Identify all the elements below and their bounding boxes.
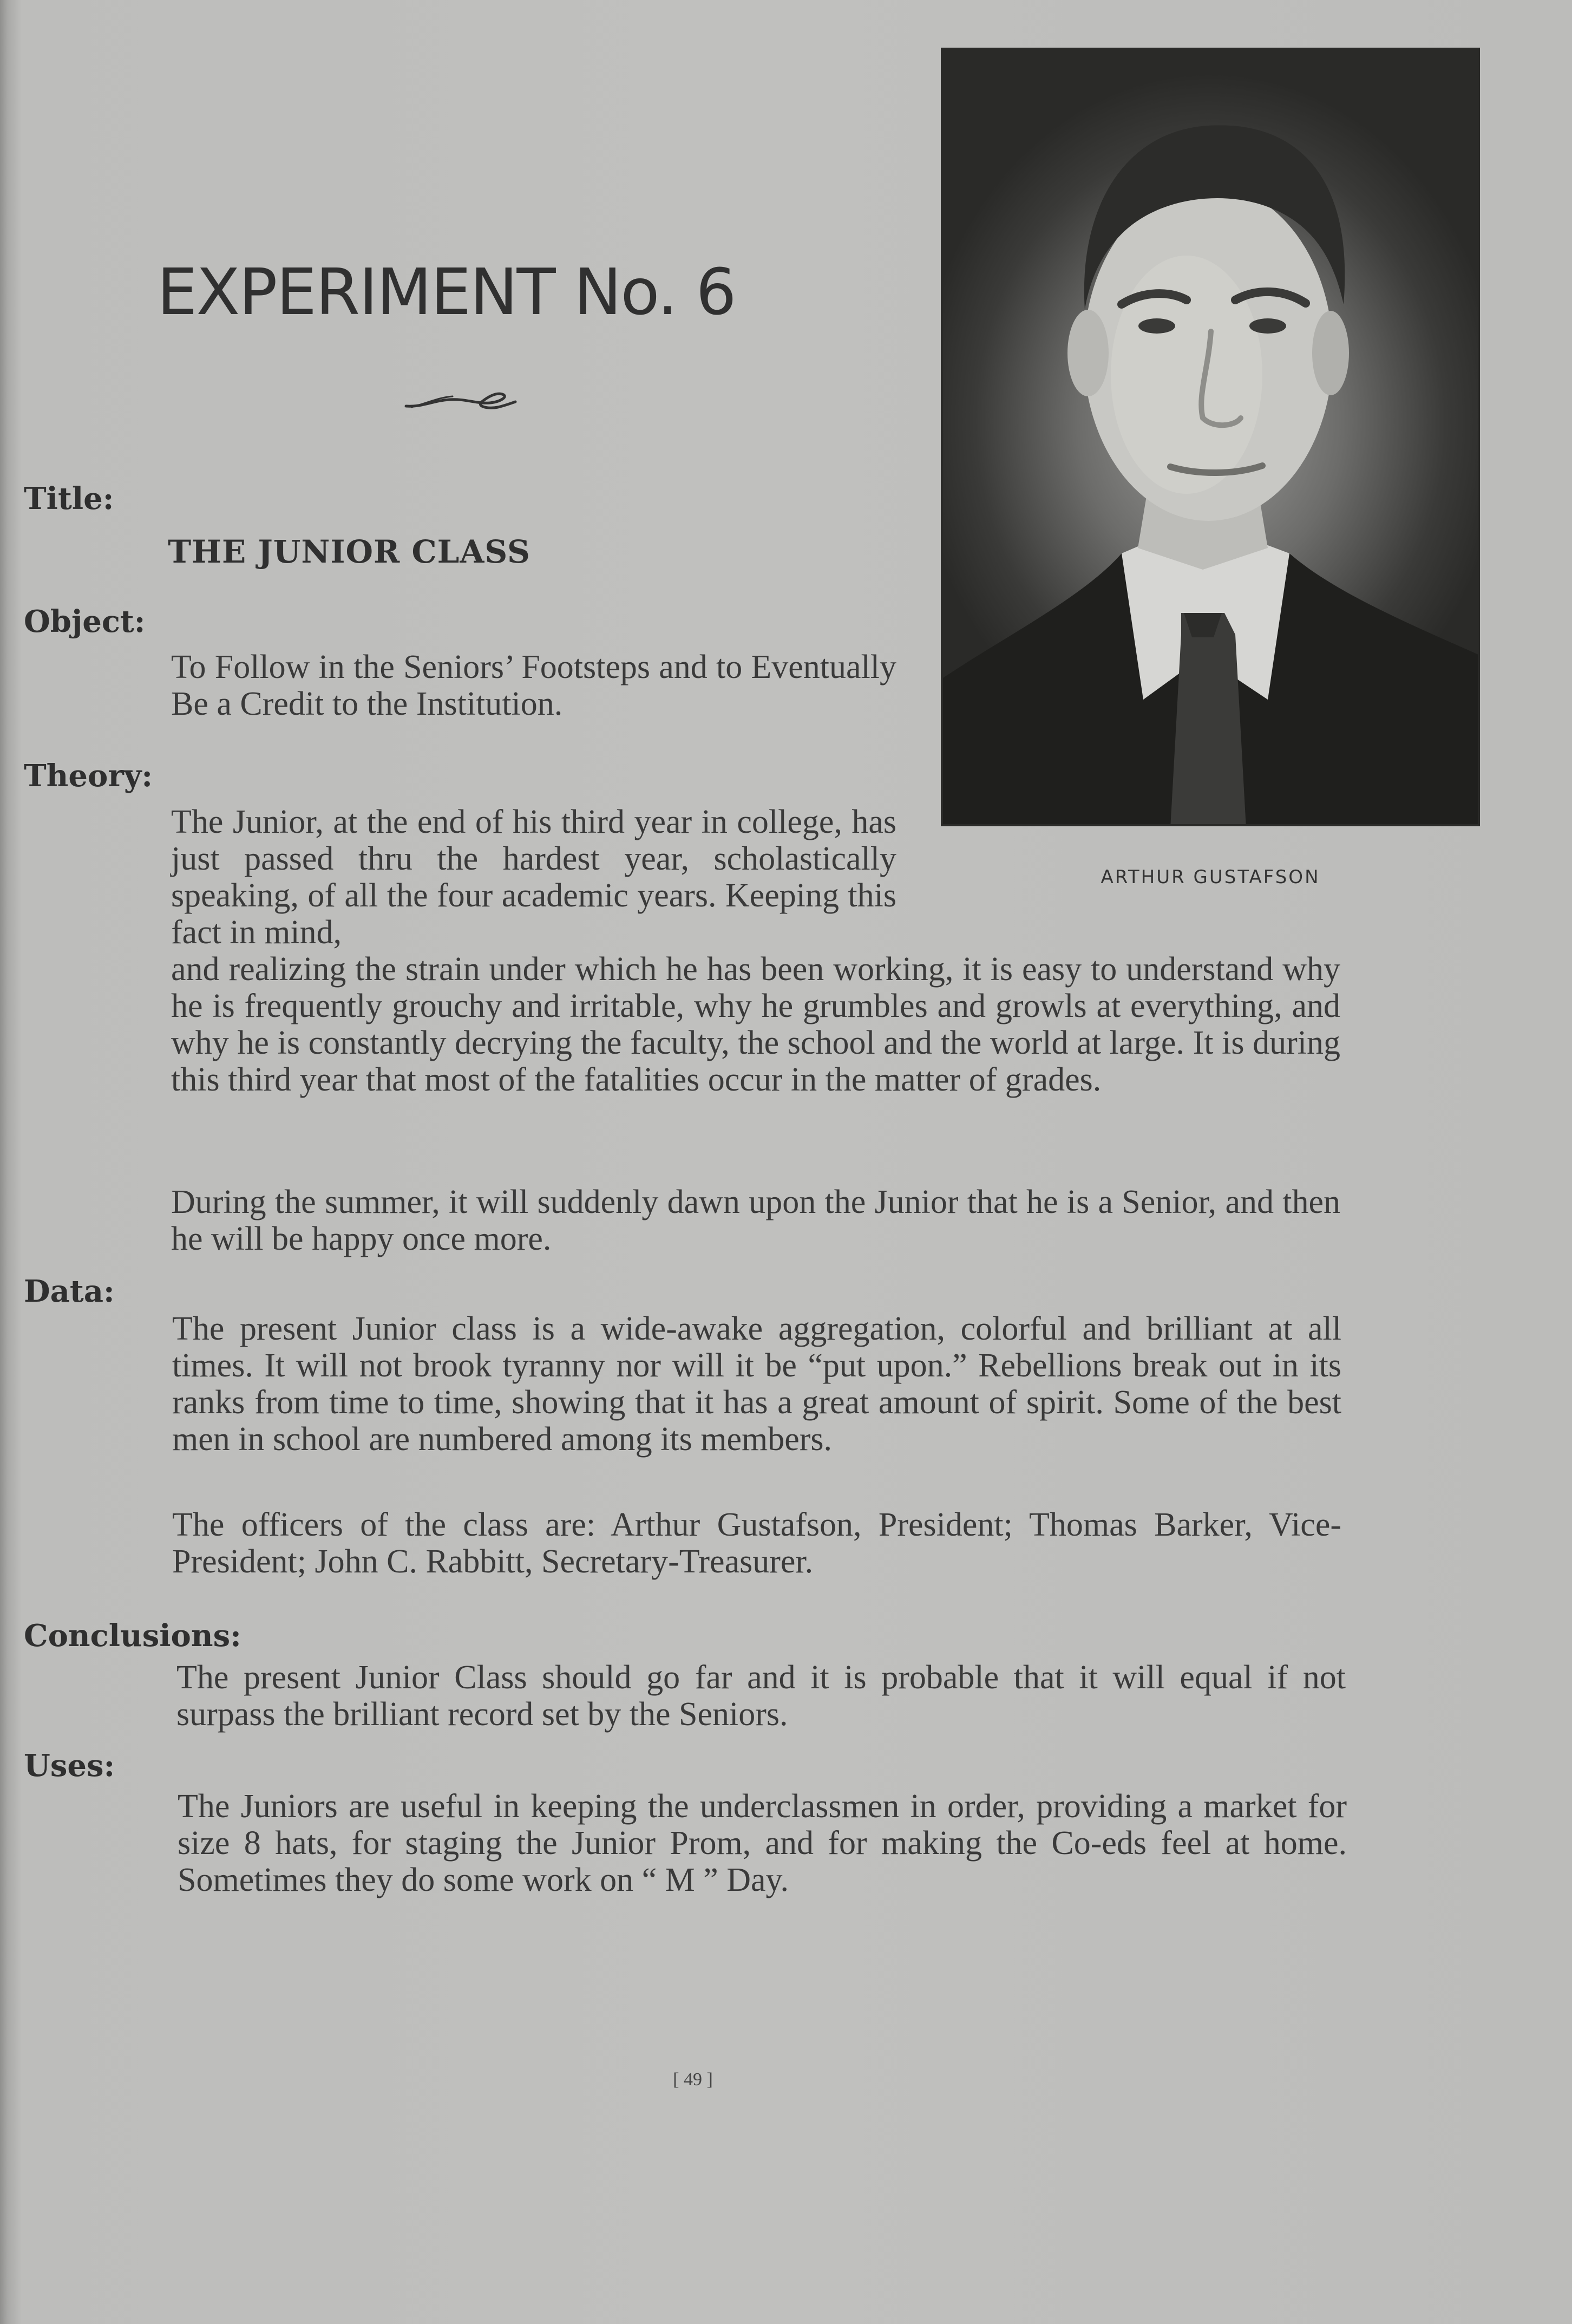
page-number: [ 49 ] [673, 2070, 713, 2090]
portrait-figure [943, 50, 1480, 826]
data-text-2: The officers of the class are: Arthur Gustafson, President; Thomas Barker, Vice-President; John C. Rabbitt, Secretary-Treasurer. [172, 1506, 1341, 1580]
conclusions-text: The present Junior Class should go far and it is probable that it will equal if not surpass the brilliant record set by the Seniors. [176, 1659, 1346, 1733]
object-text: To Follow in the Seniors’ Footsteps and to Eventually Be a Credit to the Institution. [171, 649, 896, 722]
uses-label: Uses: [24, 1748, 115, 1784]
theory-text-3: During the summer, it will suddenly dawn upon the Junior that he is a Senior, and then he will be happy once more. [171, 1184, 1340, 1257]
title-label: Title: [24, 481, 114, 517]
data-text-1: The present Junior class is a wide-awake aggregation, colorful and brilliant at all times. It will not brook tyranny nor will it be “put upon.” Rebellions break out in its ranks from time to time, showing that it has a great amount of spirit. Some of the best men in school are numbered among its members. [172, 1310, 1341, 1458]
conclusions-label: Conclusions: [24, 1618, 241, 1654]
data-label: Data: [24, 1274, 115, 1309]
theory-text-2: and realizing the strain under which he has been working, it is easy to understand why he is frequently grouchy and irritable, why he grumbles and growls at everything, and why he is constantly decrying the faculty, the school and the world at large. It is during this third year that most of the fatalities occur in the matter of grades. [171, 951, 1340, 1098]
portrait-photo-icon [941, 48, 1480, 826]
page-title: EXPERIMENT No. 6 [157, 254, 736, 329]
theory-label: Theory: [24, 758, 153, 794]
photo-caption: ARTHUR GUSTAFSON [1101, 866, 1320, 888]
object-label: Object: [24, 604, 146, 639]
uses-text: The Juniors are useful in keeping the underclassmen in order, providing a market for size 8 hats, for staging the Junior Prom, and for making the Co-eds feel at home. Sometimes they do some work on “ M ” Day. [178, 1788, 1347, 1898]
theory-text-1: The Junior, at the end of his third year in college, has just passed thru the hardest year, scholastically speaking, of all the four academic years. Keeping this fact in mind, [171, 804, 896, 951]
ornament-flourish-icon [401, 389, 520, 416]
section-title-value: THE JUNIOR CLASS [168, 533, 530, 570]
